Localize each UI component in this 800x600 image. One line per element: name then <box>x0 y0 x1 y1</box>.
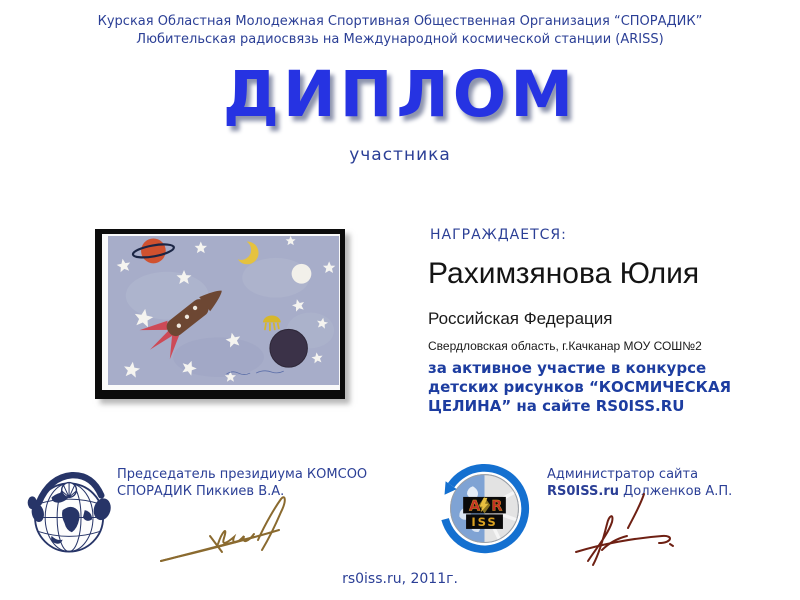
recipient-name: Рахимзянова Юлия <box>428 257 700 290</box>
right-role-name: Долженков А.П. <box>619 484 733 499</box>
awarded-to-label: НАГРАЖДАЕТСЯ: <box>430 227 567 243</box>
left-signature-icon <box>158 492 308 567</box>
diploma-title: ДИПЛОМ <box>222 58 578 131</box>
white-moon <box>292 264 312 284</box>
recipient-country: Российская Федерация <box>428 309 613 328</box>
dark-planet <box>270 329 308 367</box>
right-role-site: RS0ISS.ru <box>547 484 620 499</box>
program-line: Любительская радиосвязь на Международной космической станции (ARISS) <box>136 32 664 47</box>
footer-site: rs0iss.ru, 2011г. <box>342 571 458 587</box>
sporadik-globe-logo-icon <box>24 461 116 563</box>
award-reason: за активное участие в конкурсе детских рисунков “КОСМИЧЕСКАЯ ЦЕЛИНА” на сайте RS0ISS.RU <box>428 359 732 415</box>
artwork-mat <box>102 234 340 390</box>
recipient-school: Свердловская область, г.Качканар МОУ СОШ№2 <box>428 339 702 353</box>
left-role-line1: Председатель президиума КОМСОО <box>117 467 368 482</box>
right-role-line1: Администратор сайта <box>547 467 699 482</box>
artwork-frame <box>95 229 345 399</box>
ariss-iss-label: ISS <box>471 515 498 530</box>
ariss-logo-icon <box>436 461 533 560</box>
diploma-subtitle: участника <box>349 145 451 165</box>
ariss-letter-r: R <box>491 497 503 515</box>
space-drawing-graphic <box>108 236 339 385</box>
right-signature-icon <box>558 488 703 568</box>
ariss-letter-a: A <box>468 497 481 515</box>
left-role-line2: СПОРАДИК Пиккиев В.А. <box>117 484 285 499</box>
child-space-drawing <box>108 236 339 385</box>
organization-line: Курская Областная Молодежная Спортивная Общественная Организация “СПОРАДИК” <box>97 14 703 29</box>
